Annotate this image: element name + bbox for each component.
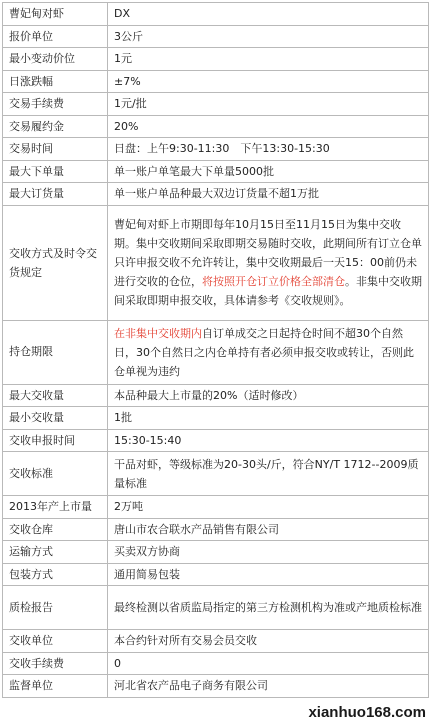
table-row [3,183,429,206]
row-value: 日盘：上午9:30-11:30 下午13:30-15:30 [108,138,429,161]
row-value: 3公斤 [108,25,429,48]
row-value-text: 。非集中交收期间采取即期申报交收，具体请参考《交收规则》。 [114,275,422,307]
row-key: 运输方式 [3,541,108,564]
row-value: 本合约针对所有交易会员交收 [108,630,429,653]
row-value: ±7% [108,70,429,93]
table-row [3,160,429,183]
row-value: 20% [108,115,429,138]
table-row [3,407,429,430]
row-value-highlight: 在非集中交收期内 [114,326,202,340]
contract-spec-table [2,2,429,698]
row-key: 最小变动价位 [3,48,108,71]
table-row [3,205,429,320]
row-key: 包装方式 [3,563,108,586]
row-key: 2013年产上市量 [3,496,108,519]
row-value: 1批 [108,407,429,430]
table-row [3,586,429,630]
table-row [3,320,429,384]
row-value: 0 [108,652,429,675]
table-row [3,541,429,564]
row-value: DX [108,3,429,26]
row-value: 15:30-15:40 [108,429,429,452]
table-row [3,25,429,48]
table-row [3,93,429,116]
row-value: 通用简易包装 [108,563,429,586]
table-row [3,630,429,653]
row-value-text: 曹妃甸对虾上市期即每年10月15日至11月15日为集中交收期。集中交收期间采取即期交易随时交收，此期间所有订立仓单只许申报交收不允许转让，集中交收期最后一天15：00前仍未进行交收的仓位， [114,218,422,288]
table-row [3,3,429,26]
table-row [3,70,429,93]
row-key: 监督单位 [3,675,108,698]
table-row [3,384,429,407]
row-key: 曹妃甸对虾 [3,3,108,26]
table-row [3,429,429,452]
row-value: 单一账户单笔最大下单量5000批 [108,160,429,183]
row-key: 交收手续费 [3,652,108,675]
row-value [108,205,429,320]
row-key: 交收申报时间 [3,429,108,452]
row-value: 最终检测以省质监局指定的第三方检测机构为准或产地质检标准 [108,586,429,630]
row-key: 交易时间 [3,138,108,161]
row-key: 质检报告 [3,586,108,630]
row-value-text: 自订单成交之日起持仓时间不超30个自然日，30个自然日之内仓单持有者必须申报交收或转让，否则此仓单视为违约 [114,326,414,378]
row-key: 日涨跌幅 [3,70,108,93]
row-value: 1元/批 [108,93,429,116]
row-value: 本品种最大上市量的20%（适时修改） [108,384,429,407]
row-key: 最大订货量 [3,183,108,206]
row-key: 交收仓库 [3,518,108,541]
table-row [3,496,429,519]
table-row [3,518,429,541]
row-value: 唐山市农合联水产品销售有限公司 [108,518,429,541]
row-value: 单一账户单品种最大双边订货量不超1万批 [108,183,429,206]
table-row [3,115,429,138]
row-key: 交收单位 [3,630,108,653]
row-key: 交易履约金 [3,115,108,138]
row-key: 交收方式及时令交货规定 [3,205,108,320]
row-key: 最大下单量 [3,160,108,183]
table-row [3,563,429,586]
site-watermark: xianhuo168.com [308,704,426,721]
table-row [3,48,429,71]
table-row [3,675,429,698]
table-row [3,652,429,675]
row-key: 最大交收量 [3,384,108,407]
row-value: 1元 [108,48,429,71]
row-key: 最小交收量 [3,407,108,430]
row-key: 交收标准 [3,452,108,496]
row-key: 持仓期限 [3,320,108,384]
row-key: 报价单位 [3,25,108,48]
row-value-highlight: 将按照开仓订立价格全部清仓 [202,275,345,288]
row-value: 买卖双方协商 [108,541,429,564]
row-key: 交易手续费 [3,93,108,116]
row-value [108,320,429,384]
table-row [3,452,429,496]
row-value: 河北省农产品电子商务有限公司 [108,675,429,698]
table-row [3,138,429,161]
row-value: 2万吨 [108,496,429,519]
row-value: 干品对虾，等级标准为20-30头/斤，符合NY/T 1712--2009质量标准 [108,452,429,496]
